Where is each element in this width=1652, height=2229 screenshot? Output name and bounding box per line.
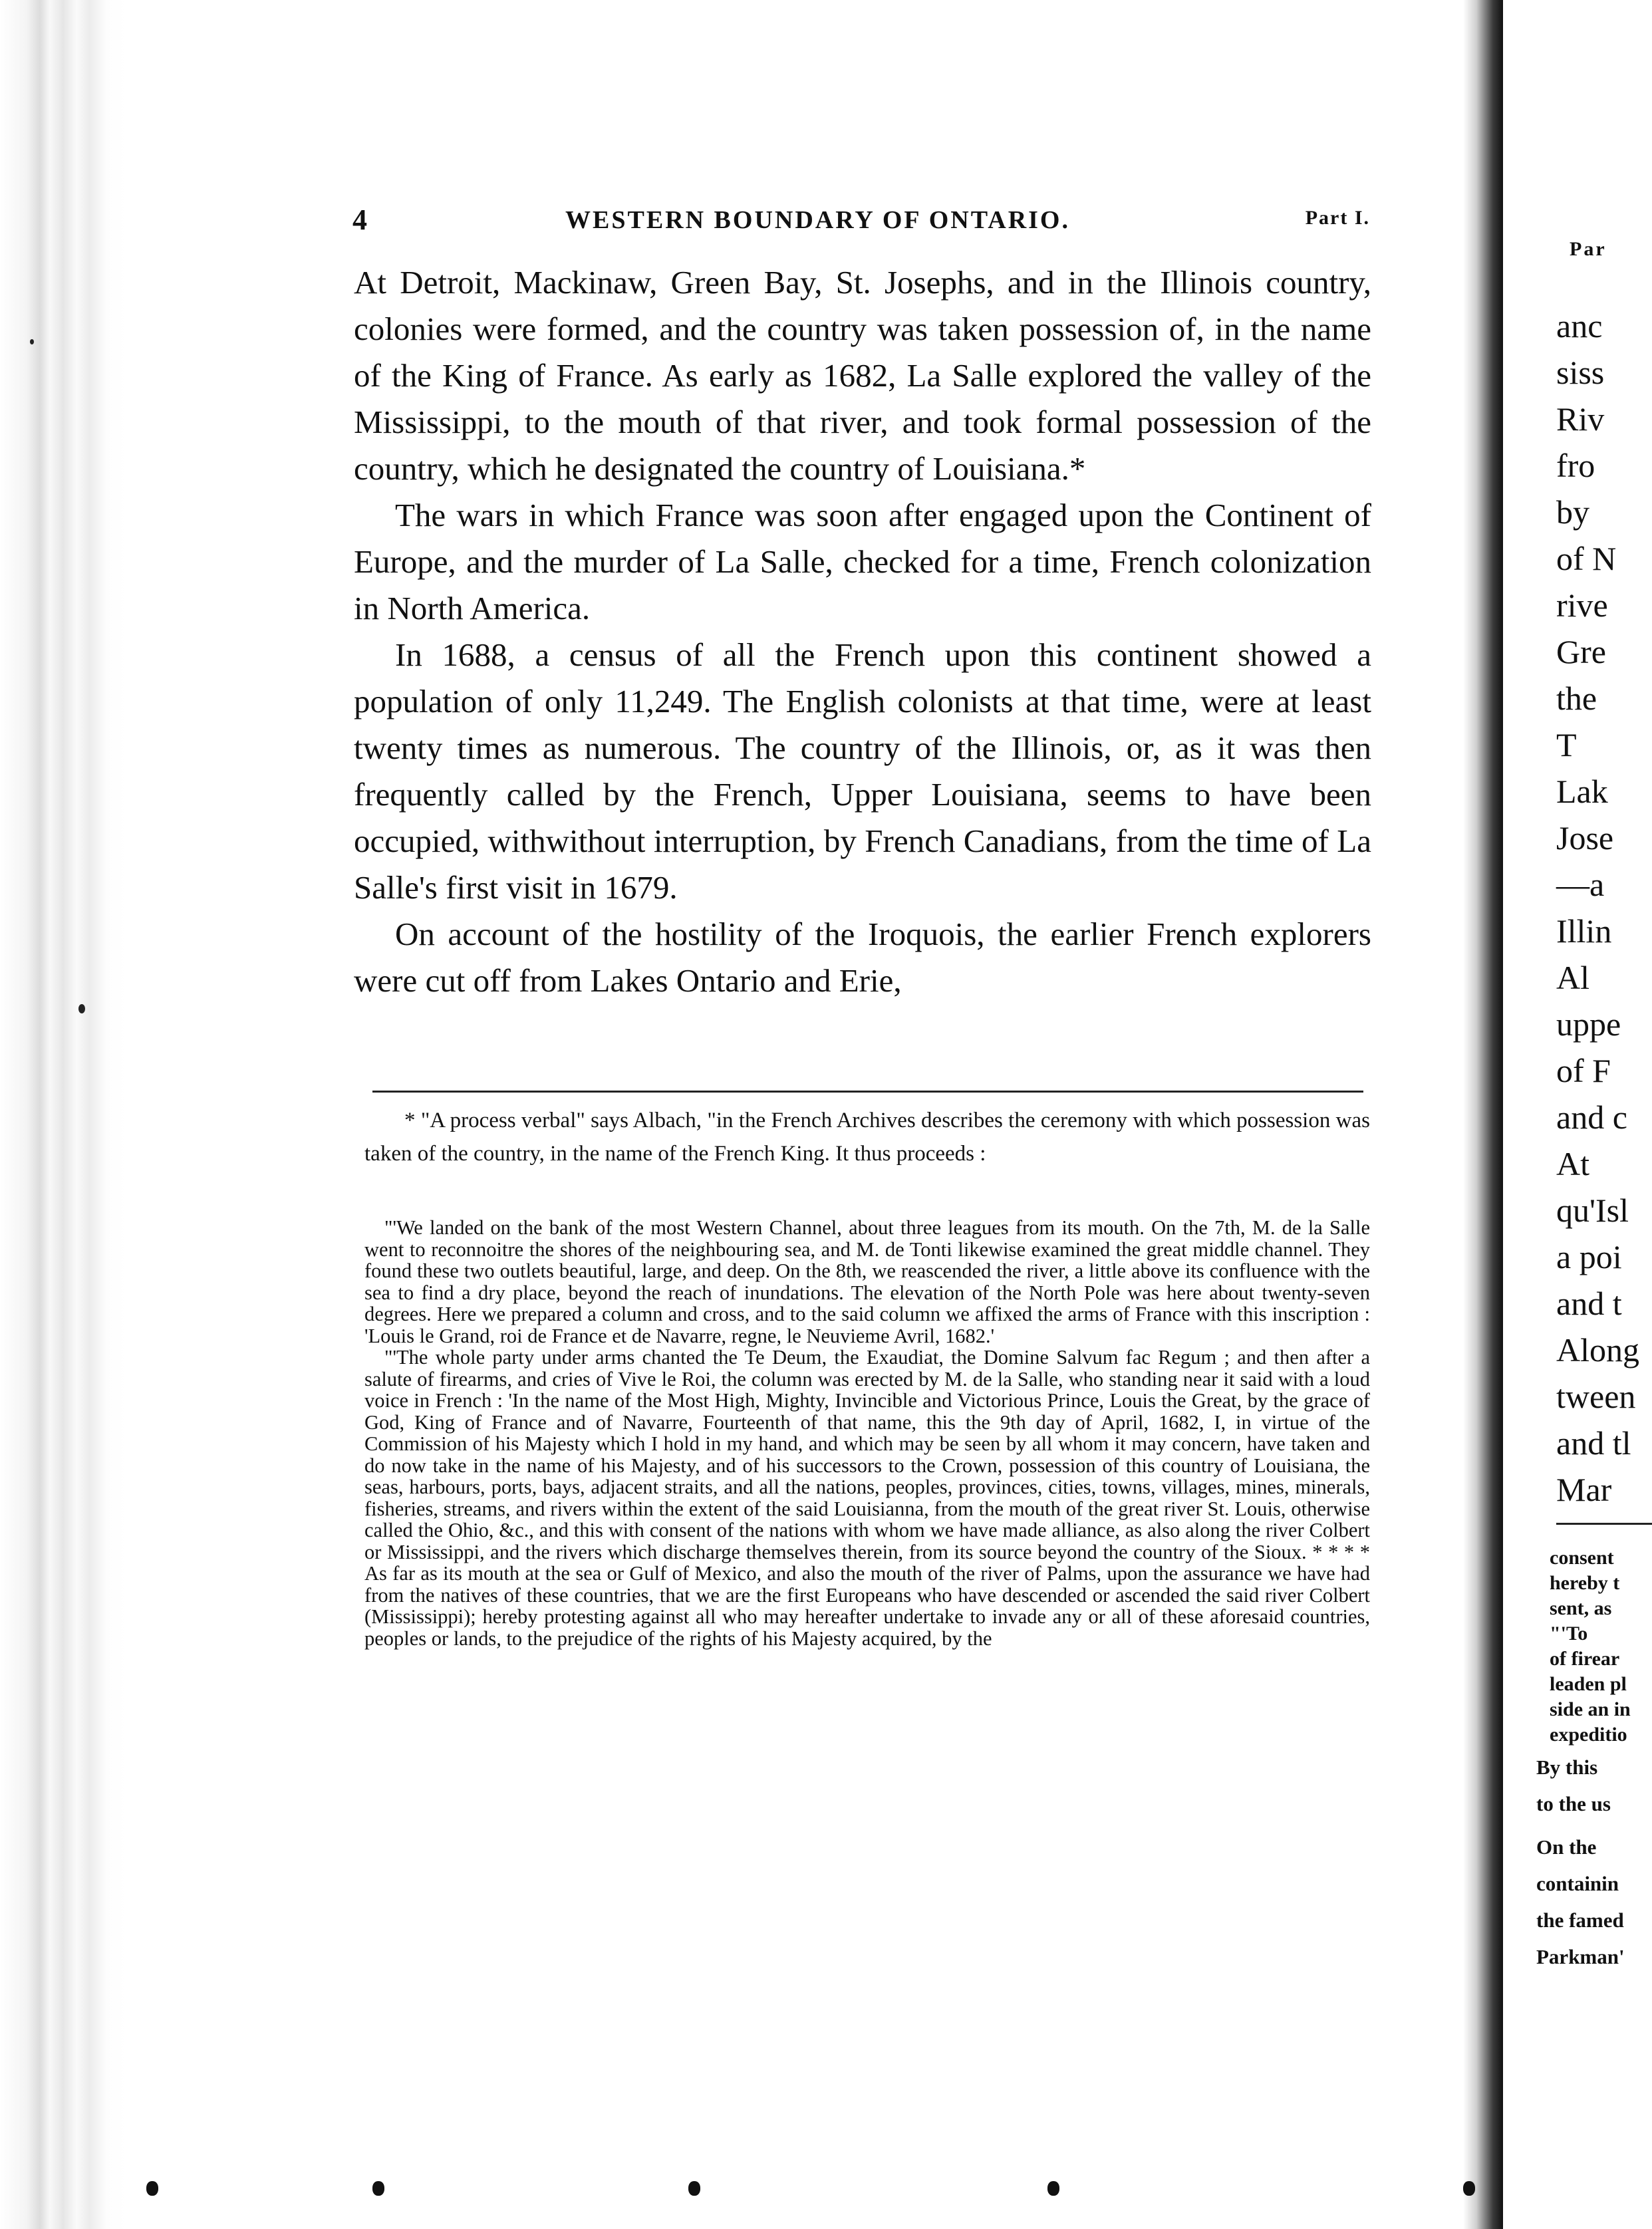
facing-page-line: the <box>1556 680 1597 717</box>
facing-page-line: Mar <box>1556 1471 1612 1508</box>
facing-page-tail-line: the famed <box>1536 1908 1624 1932</box>
scan-speck <box>1047 2181 1059 2196</box>
facing-page-note-line: expeditio <box>1550 1724 1627 1746</box>
facing-page-line: by <box>1556 493 1589 531</box>
paragraph: On account of the hostility of the Iroquois, the earlier French explorers were cut off from Lakes Ontario and Erie, <box>354 916 1371 999</box>
facing-page-line: and tl <box>1556 1424 1631 1462</box>
part-label: Part I. <box>1305 207 1370 229</box>
facing-page-line: fro <box>1556 447 1595 484</box>
footnote-intro <box>364 1104 1370 1170</box>
scan-speck <box>146 2181 158 2196</box>
facing-page-line: qu'Isl <box>1556 1192 1629 1229</box>
facing-page-note-line: "'To <box>1550 1623 1588 1644</box>
facing-page-note-line: hereby t <box>1550 1572 1620 1594</box>
scan-speck <box>372 2181 384 2196</box>
scan-speck <box>1463 2181 1475 2196</box>
facing-page-line: anc <box>1556 307 1603 344</box>
running-head <box>352 203 1370 237</box>
paragraph: In 1688, a census of all the French upon this continent showed a population of only 11,249. The English colonists at that time, were at least twenty times as numerous. The country of the Illinois, or, as it was then frequently called by the French, Upper Louisiana, seems to have been occupied, withwithout interruption, by French Canadians, from the time of La Salle's first visit in 1679. <box>354 636 1371 906</box>
facing-page-line: Illin <box>1556 912 1612 950</box>
facing-page-tail-line: containin <box>1536 1872 1619 1895</box>
footnote-rule <box>372 1091 1363 1093</box>
facing-page-line: uppe <box>1556 1005 1621 1043</box>
page-number: 4 <box>352 203 367 236</box>
paragraph: The wars in which France was soon after engaged upon the Continent of Europe, and the murder of La Salle, checked for a time, French colonization in North America. <box>354 497 1371 626</box>
facing-page-line: rive <box>1556 587 1608 624</box>
body-text <box>354 259 1371 1004</box>
facing-page-tail-line: to the us <box>1536 1792 1611 1815</box>
scan-artifacts <box>0 2181 1652 2208</box>
facing-page-line: a poi <box>1556 1238 1622 1275</box>
binding-shadow <box>1463 0 1503 2229</box>
footnote-quote <box>364 1217 1370 1649</box>
facing-page-line: siss <box>1556 354 1605 391</box>
facing-page-line: and t <box>1556 1285 1622 1322</box>
facing-page-tail-line: On the <box>1536 1835 1597 1859</box>
footnote-intro-text: * "A process verbal" says Albach, "in the French Archives describes the ceremony with which possession was taken of the country, in the name of the French King. It thus proceeds : <box>364 1109 1370 1166</box>
facing-page-line: Al <box>1556 959 1589 996</box>
binding-gutter <box>0 0 126 2229</box>
facing-page-tail-line: By this <box>1536 1756 1598 1779</box>
facing-page-line: Gre <box>1556 633 1606 670</box>
facing-page <box>1503 0 1652 2229</box>
facing-page-line: T <box>1556 726 1577 763</box>
scan-speck <box>688 2181 700 2196</box>
facing-page-note-line: of firear <box>1550 1648 1620 1670</box>
facing-page-line: tween <box>1556 1378 1636 1415</box>
facing-page-line: Along <box>1556 1331 1639 1369</box>
facing-page-line: Jose <box>1556 819 1614 856</box>
footnote-quote-paragraph: "'We landed on the bank of the most Western Channel, about three leagues from its mouth. On the 7th, M. de la Salle went to reconnoitre the shores of the neighbouring sea, and M. de Tonti likewise examined the great middle channel. They found these two outlets beautiful, large, and deep. On the 8th, we reascended the river, a little above its confluence with the sea to find a dry place, beyond the reach of inundations. The elevation of the North Pole was here about twenty-seven degrees. Here we prepared a column and cross, and to the said column we affixed the arms of France with this inscription : 'Louis le Grand, roi de France et de Navarre, regne, le Neuvieme Avril, 1682.' <box>364 1216 1370 1347</box>
scan-speck <box>30 339 34 344</box>
facing-page-line: of F <box>1556 1052 1611 1089</box>
facing-page-line: —a <box>1556 866 1605 903</box>
footnote-quote-paragraph: "'The whole party under arms chanted the Te Deum, the Exaudiat, the Domine Salvum fac Regum ; and then after a salute of firearms, and cries of Vive le Roi, the column was erected by M. de la Salle, who standing near it said with a loud voice in French : 'In the name of the Most High, Mighty, Invincible and Victorious Prince, Louis the Great, by the grace of God, King of France and of Navarre, Fourteenth of that name, this the 9th day of April, 1682, I, in virtue of the Commission of his Majesty which I hold in my hand, and which may be seen by all whom it may concern, have taken and do now take in the name of his Majesty, and of his successors to the Crown, possession of this country of Louisiana, the seas, harbours, ports, bays, adjacent straits, and all the nations, peoples, provinces, cities, towns, villages, mines, minerals, fisheries, streams, and rivers within the extent of the said Louisianna, from the mouth of the great river St. Louis, otherwise called the Ohio, &c., and this with consent of the nations with whom we have made alliance, as also along the river Colbert or Mississippi, and the rivers which discharge themselves therein, from its source beyond the country of the Sioux. * * * * As far as its mouth at the sea or Gulf of Mexico, and also the mouth of the river of Palms, upon the assurance we have had from the natives of these countries, that we are the first Europeans who have descended or ascended the said river Colbert (Mississippi); hereby protesting against all who may hereafter undertake to invade any or all of these aforesaid countries, peoples or lands, to the prejudice of the rights of his Majesty acquired, by the <box>364 1346 1370 1650</box>
facing-page-tail-line: Parkman' <box>1536 1945 1625 1968</box>
facing-page-note-line: consent <box>1550 1547 1614 1569</box>
scan-speck <box>78 1004 85 1013</box>
facing-page-note-line: sent, as <box>1550 1597 1612 1619</box>
facing-page-line: Riv <box>1556 400 1605 438</box>
facing-footnote-rule <box>1556 1523 1652 1525</box>
facing-page-head: Par <box>1570 238 1607 260</box>
facing-page-note-line: side an in <box>1550 1698 1631 1720</box>
facing-page-line: of N <box>1556 540 1617 577</box>
paragraph: At Detroit, Mackinaw, Green Bay, St. Josephs, and in the Illinois country, colonies were formed, and the country was taken possession of, in the name of the King of France. As early as 1682, La Salle explored the valley of the Mississippi, to the mouth of that river, and took formal possession of the country, which he designated the country of Louisiana.* <box>354 264 1371 487</box>
facing-page-line: Lak <box>1556 773 1608 810</box>
running-title: WESTERN BOUNDARY OF ONTARIO. <box>565 206 1070 234</box>
facing-page-line: and c <box>1556 1099 1627 1136</box>
facing-page-note-line: leaden pl <box>1550 1673 1627 1695</box>
facing-page-line: At <box>1556 1145 1589 1182</box>
